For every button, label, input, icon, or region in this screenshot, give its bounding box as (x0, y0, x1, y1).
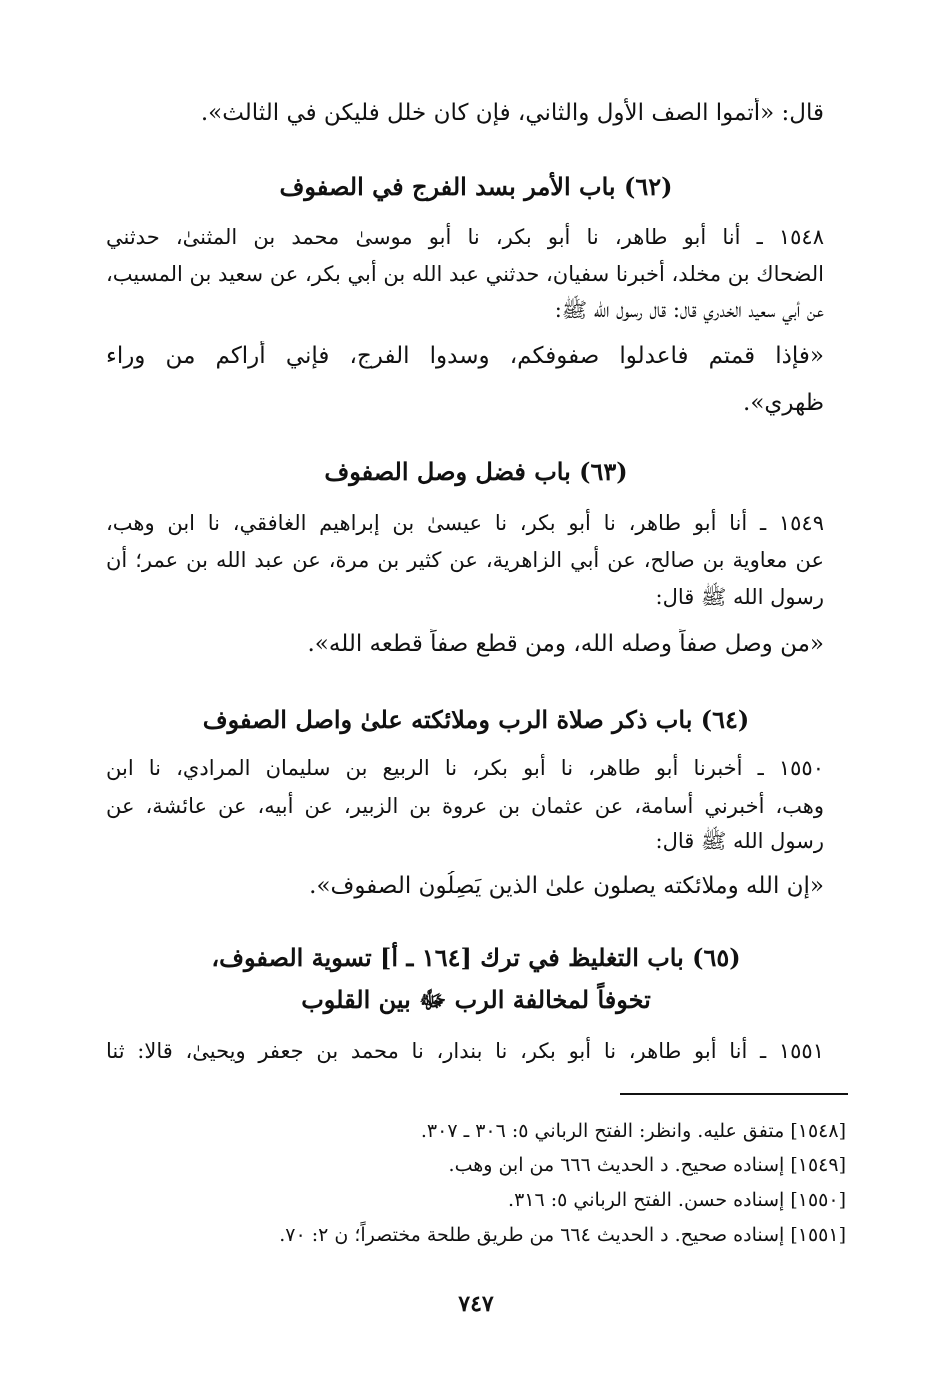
hadith-1548-matn-line-2: ظهري». (743, 390, 824, 416)
hadith-1548-line-1: ١٥٤٨ ـ أنا أبو طاهر، نا أبو بكر، نا أبو موسىٰ محمد بن المثنىٰ، حدثني (106, 225, 824, 249)
hadith-1549-line-3: رسول الله ﷺ قال: (655, 585, 824, 609)
page-number: ٧٤٧ (458, 1291, 494, 1317)
hadith-1549-line-2: عن معاوية بن صالح، عن أبي الزاهرية، عن كثير بن مرة، عن عبد الله بن عمر؛ أن (106, 548, 824, 572)
hadith-1550-line-1: ١٥٥٠ ـ أخبرنا أبو طاهر، نا أبو بكر، نا الربيع بن سليمان المرادي، نا ابن (106, 756, 824, 780)
hadith-1551-line-1: ١٥٥١ ـ أنا أبو طاهر، نا أبو بكر، نا بندار، نا محمد بن جعفر ويحيىٰ، قالا: ثنا (106, 1039, 824, 1063)
section-64-heading: (٦٤) باب ذكر صلاة الرب وملائكته علىٰ واصل الصفوف (202, 705, 750, 734)
footnote-1551: [١٥٥١] إسناده صحيح. د الحديث ٦٦٤ من طريق طلحة مختصراً؛ ن ٢: ٧٠. (279, 1224, 846, 1246)
footnote-1548: [١٥٤٨] متفق عليه. وانظر: الفتح الرباني ٥: ٣٠٦ ـ ٣٠٧. (420, 1120, 846, 1142)
hadith-1548-line-2: الضحاك بن مخلد، أخبرنا سفيان، حدثني عبد الله بن أبي بكر، عن سعيد بن المسيب، (106, 262, 824, 286)
section-62-heading: (٦٢) باب الأمر بسد الفرج في الصفوف (279, 172, 673, 201)
hadith-1549-matn: «من وصل صفاً وصله الله، ومن قطع صفاً قطعه الله». (307, 631, 824, 657)
hadith-1548-line-3: عن أبي سعيد الخدري قال: قال رسول الله ﷺ: (554, 298, 824, 322)
section-63-heading: (٦٣) باب فضل وصل الصفوف (324, 457, 628, 486)
section-65-heading-line-2: تخوفاً لمخالفة الرب ﷻ بين القلوب (301, 985, 651, 1014)
hadith-1550-line-2: وهب، أخبرني أسامة، عن عثمان بن عروة بن الزبير، عن أبيه، عن عائشة، عن (106, 794, 824, 818)
section-65-heading-line-1: (٦٥) باب التغليظ في ترك [١٦٤ ـ أ] تسوية الصفوف، (211, 943, 741, 972)
footnote-1550: [١٥٥٠] إسناده حسن. الفتح الرباني ٥: ٣١٦. (508, 1189, 846, 1211)
hadith-1550-line-3: رسول الله ﷺ قال: (655, 829, 824, 853)
hadith-1550-matn: «إن الله وملائكته يصلون علىٰ الذين يَصِلُون الصفوف». (309, 873, 824, 899)
hadith-1548-matn-line-1: «فإذا قمتم فاعدلوا صفوفكم، وسدوا الفرج، فإني أراكم من وراء (106, 343, 824, 369)
footnote-divider (620, 1093, 848, 1095)
hadith-1549-line-1: ١٥٤٩ ـ أنا أبو طاهر، نا أبو بكر، نا عيسىٰ بن إبراهيم الغافقي، نا ابن وهب، (106, 511, 824, 535)
footnote-1549: [١٥٤٩] إسناده صحيح. د الحديث ٦٦٦ من ابن وهب. (448, 1154, 846, 1176)
intro-hadith-text: قال: «أتموا الصف الأول والثاني، فإن كان خلل فليكن في الثالث». (200, 100, 824, 126)
